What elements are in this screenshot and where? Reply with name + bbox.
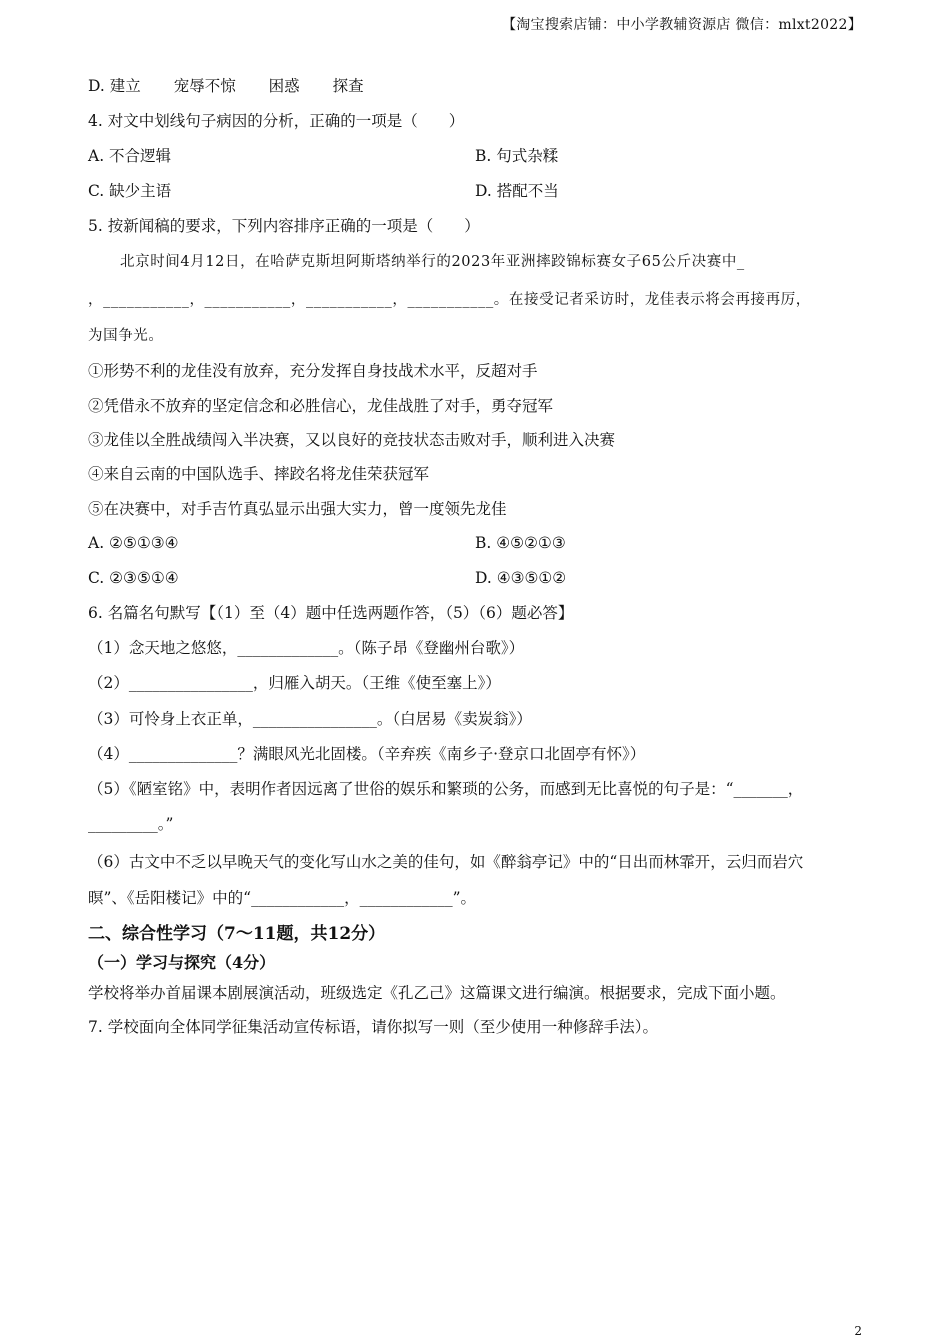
q5-item-4: ④来自云南的中国队选手、摔跤名将龙佳荣获冠军 — [88, 465, 430, 483]
q5-passage-line-2: ，___________，___________，___________，___________。在接受记者采访时，龙佳表示将会再接再厉， — [88, 292, 811, 308]
q6-line-5: （5）《陋室铭》中，表明作者因远离了世俗的娱乐和繁琐的公务，而感到无比喜悦的句子是：“_______， — [88, 780, 804, 798]
word-1: 建立 — [109, 77, 141, 95]
option-label: D. — [88, 77, 105, 95]
q5-item-5: ⑤在决赛中，对手吉竹真弘显示出强大实力，曾一度领先龙佳 — [88, 500, 507, 518]
q5-option-a: A. ②⑤①③④ — [88, 534, 179, 552]
q6-line-7: （6）古文中不乏以早晚天气的变化写山水之美的佳句，如《醉翁亭记》中的“日出而林霏开，云归而岩穴 — [88, 853, 804, 871]
q5-item-2: ②凭借永不放弃的坚定信念和必胜信心，龙佳战胜了对手，勇夺冠军 — [88, 397, 554, 415]
word-4: 探查 — [332, 77, 364, 95]
q5-stem: 5. 按新闻稿的要求，下列内容排序正确的一项是（ ） — [88, 217, 480, 235]
q6-line-1: （1）念天地之悠悠，_____________。（陈子昂《登幽州台歌》） — [88, 639, 525, 657]
q5-item-1: ①形势不利的龙佳没有放弃，充分发挥自身技战术水平，反超对手 — [88, 362, 538, 380]
q4-option-d: D. 搭配不当 — [475, 182, 559, 200]
q5-item-3: ③龙佳以全胜战绩闯入半决赛，又以良好的竞技状态击败对手，顺利进入决赛 — [88, 431, 616, 449]
q6-line-3: （3）可怜身上衣正单，________________。（白居易《卖炭翁》） — [88, 710, 532, 728]
q3-option-d — [88, 76, 364, 96]
q5-option-d: D. ④③⑤①② — [475, 569, 567, 587]
q6-stem: 6. 名篇名句默写【（1）至（4）题中任选两题作答，（5）（6）题必答】 — [88, 604, 574, 622]
q4-stem: 4. 对文中划线句子病因的分析，正确的一项是（ ） — [88, 112, 465, 130]
q5-option-c: C. ②③⑤①④ — [88, 569, 179, 587]
q5-option-b: B. ④⑤②①③ — [475, 534, 566, 552]
q6-line-4: （4）______________？满眼风光北固楼。（辛弃疾《南乡子·登京口北固亭有怀》） — [88, 745, 646, 763]
q4-option-c: C. 缺少主语 — [88, 182, 172, 200]
q4-option-b: B. 句式杂糅 — [475, 147, 559, 165]
q5-passage-line-1: 北京时间4月12日，在哈萨克斯坦阿斯塔纳举行的2023年亚洲摔跤锦标赛女子65公斤决赛中_ — [120, 254, 745, 270]
q6-line-2: （2）________________，归雁入胡天。（王维《使至塞上》） — [88, 674, 501, 692]
section-2-subtitle: （一）学习与探究（4分） — [88, 953, 276, 972]
page-number: 2 — [854, 1324, 862, 1338]
section-2-title: 二、综合性学习（7～11题，共12分） — [88, 924, 386, 944]
q6-line-6: _________。” — [88, 815, 174, 833]
word-2: 宠辱不惊 — [173, 77, 236, 95]
q5-passage-line-3: 为国争光。 — [88, 328, 164, 344]
section-2-intro: 学校将举办首届课本剧展演活动，班级选定《孔乙己》这篇课文进行编演。根据要求，完成下面小题。 — [88, 984, 786, 1002]
word-3: 困惑 — [268, 77, 300, 95]
page-header: 【淘宝搜索店铺：中小学教辅资源店 微信：mlxt2022】 — [501, 17, 862, 33]
q6-line-8: 暝”、《岳阳楼记》中的“____________，____________”。 — [88, 889, 477, 907]
q4-option-a: A. 不合逻辑 — [88, 147, 172, 165]
q7-stem: 7. 学校面向全体同学征集活动宣传标语，请你拟写一则（至少使用一种修辞手法）。 — [88, 1018, 658, 1036]
